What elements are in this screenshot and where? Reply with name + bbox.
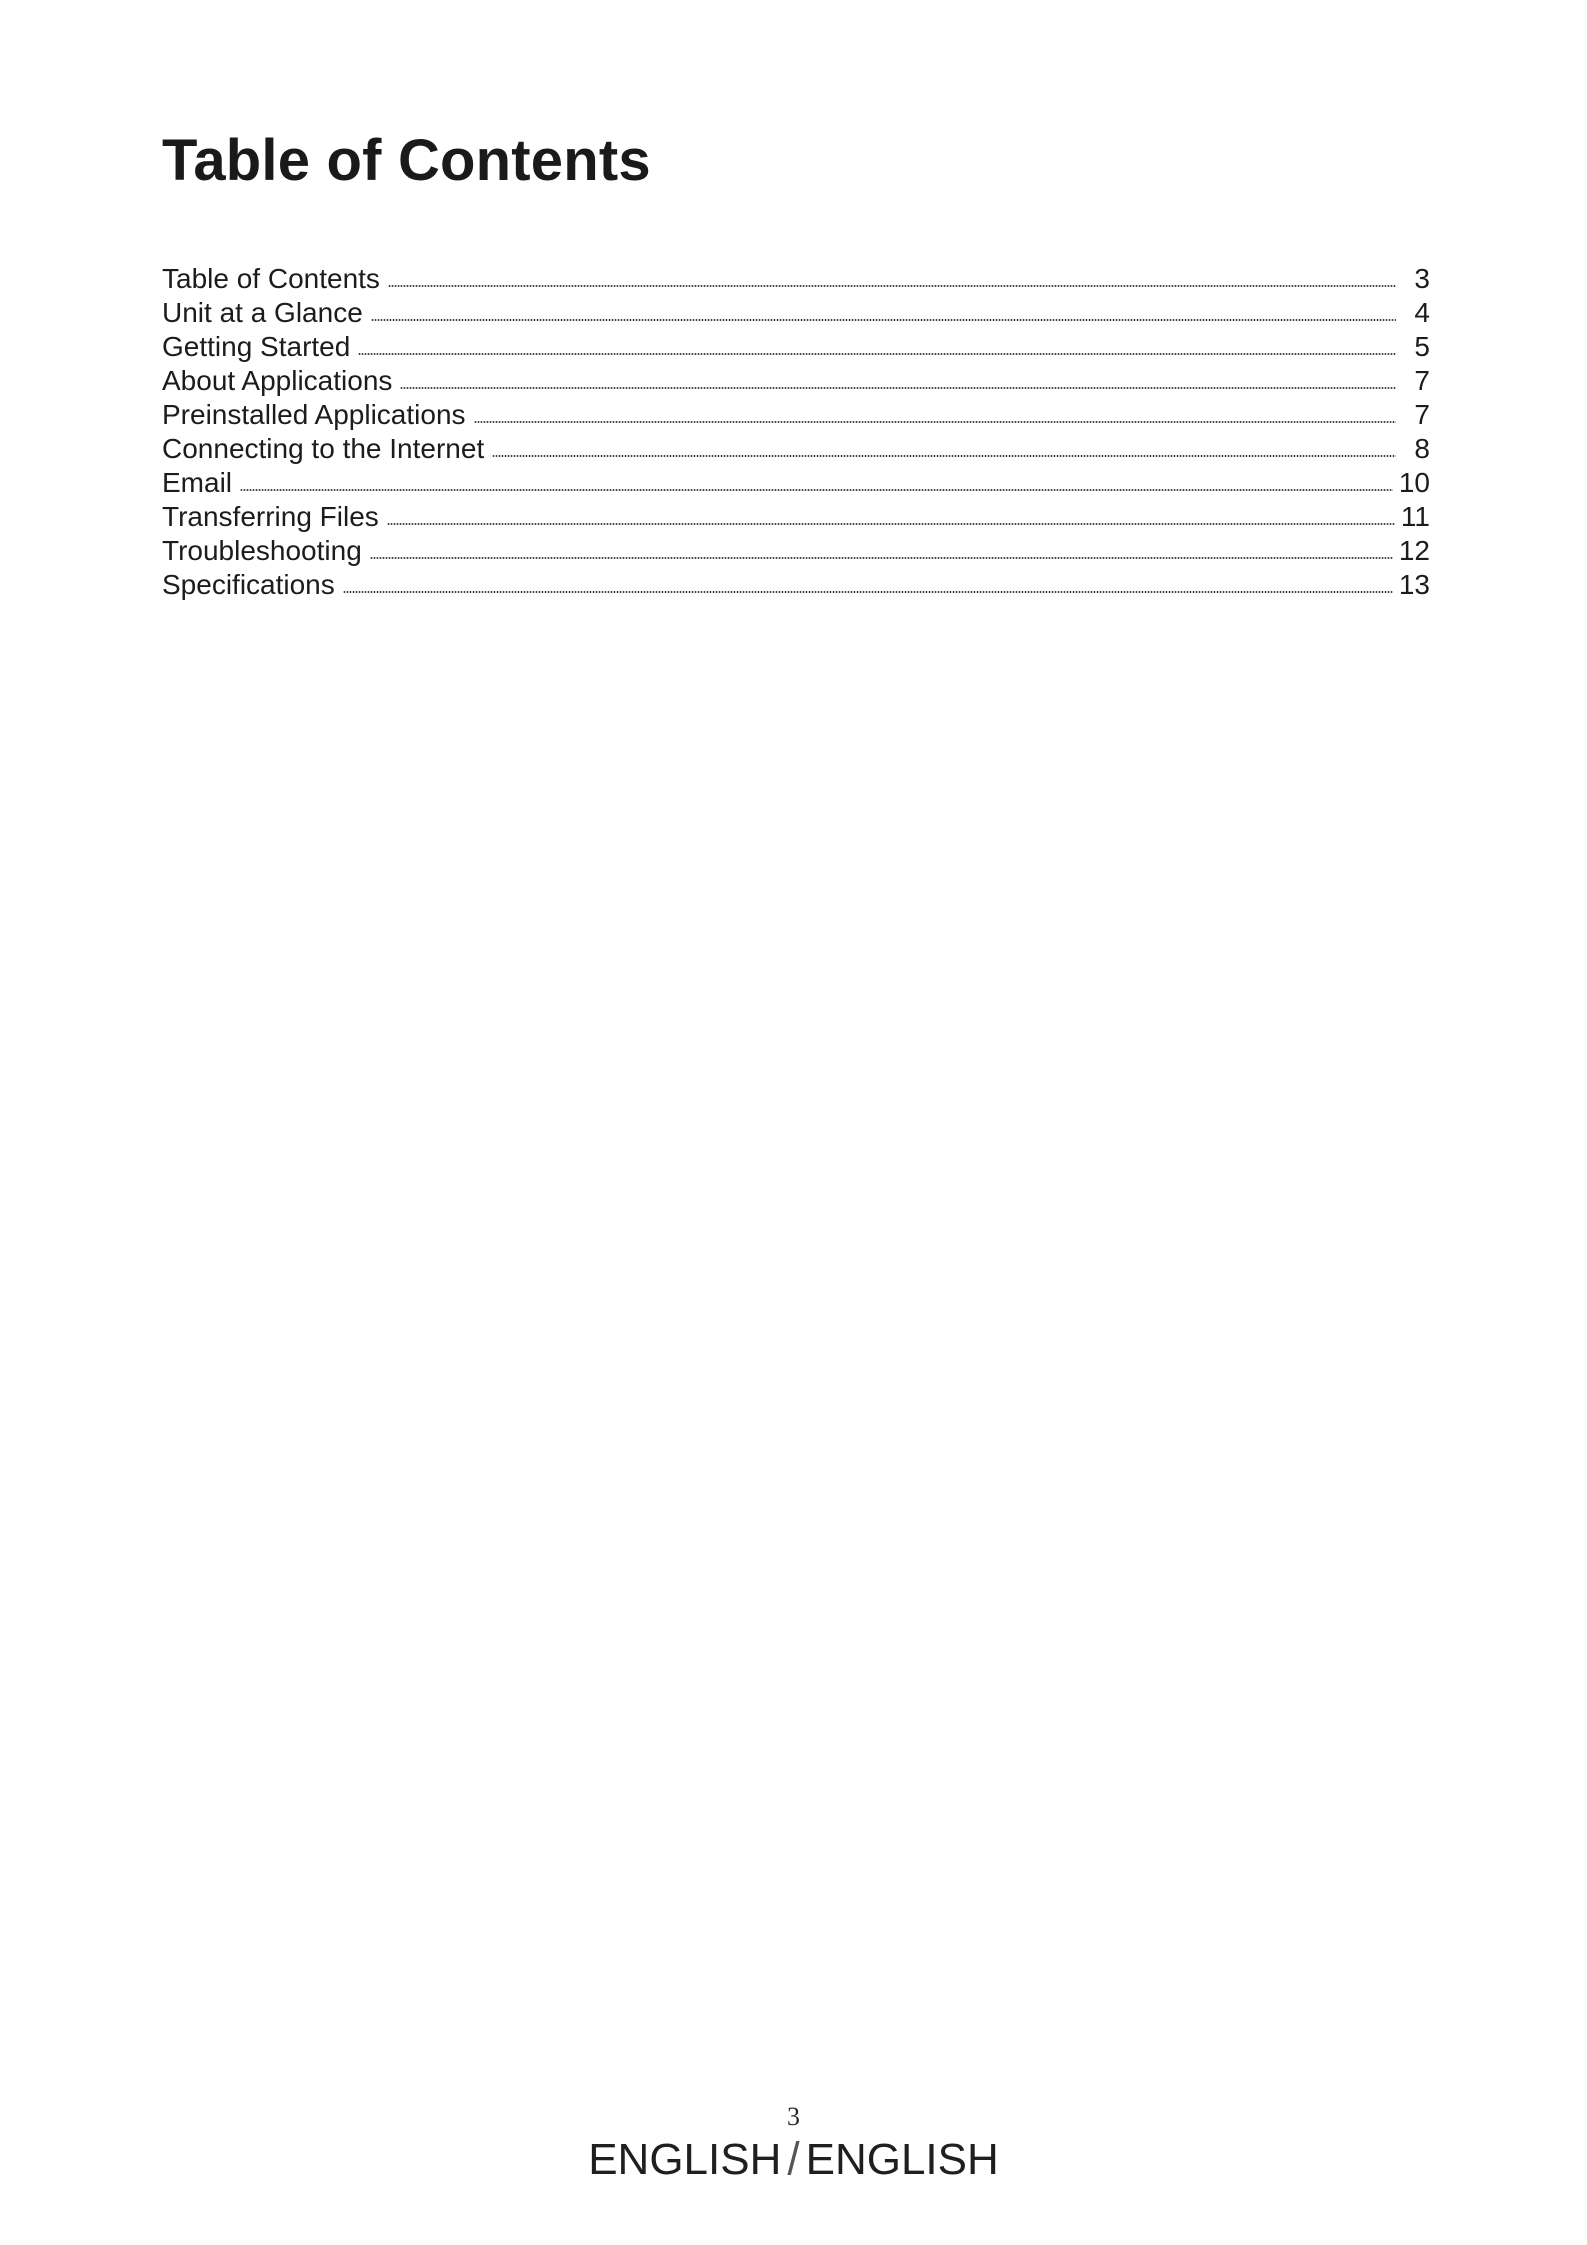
toc-entry-transferring-files[interactable] — [162, 500, 1430, 534]
toc-entry-page: 7 — [1414, 399, 1430, 430]
toc-entry-label: Troubleshooting — [162, 535, 362, 566]
language-label — [0, 2133, 1587, 2186]
toc-entry-page: 13 — [1398, 569, 1430, 600]
dot-leader — [370, 557, 1393, 559]
toc-entry-label: Connecting to the Internet — [162, 433, 485, 464]
page-title: Table of Contents — [162, 128, 651, 193]
toc-entry-label: Transferring Files — [162, 501, 379, 532]
language-right: ENGLISH — [805, 2135, 999, 2184]
toc-entry-email[interactable] — [162, 466, 1430, 500]
toc-entry-page: 3 — [1414, 263, 1430, 294]
toc-entry-page: 5 — [1414, 331, 1430, 362]
toc-entry-label: Email — [162, 467, 233, 498]
toc-entry-label: About Applications — [162, 365, 393, 396]
toc-entry-page: 4 — [1414, 297, 1430, 328]
dot-leader — [387, 523, 1395, 525]
dot-leader — [358, 353, 1396, 355]
language-separator: / — [787, 2133, 800, 2186]
toc-entry-unit-at-a-glance[interactable] — [162, 296, 1430, 330]
language-left: ENGLISH — [588, 2135, 782, 2184]
toc-entry-specifications[interactable] — [162, 568, 1430, 602]
table-of-contents — [162, 262, 1430, 602]
toc-entry-connecting-to-the-internet[interactable] — [162, 432, 1430, 466]
toc-entry-label: Specifications — [162, 569, 335, 600]
toc-entry-label: Table of Contents — [162, 263, 380, 294]
toc-entry-table-of-contents[interactable] — [162, 262, 1430, 296]
toc-entry-troubleshooting[interactable] — [162, 534, 1430, 568]
dot-leader — [400, 387, 1396, 389]
page-footer — [0, 2102, 1587, 2186]
toc-entry-label: Getting Started — [162, 331, 351, 362]
toc-entry-page: 11 — [1400, 501, 1430, 532]
dot-leader — [492, 455, 1396, 457]
dot-leader — [240, 489, 1393, 491]
dot-leader — [371, 319, 1396, 321]
toc-entry-label: Preinstalled Applications — [162, 399, 466, 430]
toc-entry-page: 12 — [1398, 535, 1430, 566]
dot-leader — [343, 591, 1393, 593]
toc-entry-label: Unit at a Glance — [162, 297, 363, 328]
toc-entry-page: 8 — [1414, 433, 1430, 464]
page-number: 3 — [787, 2102, 800, 2131]
dot-leader — [388, 285, 1396, 287]
toc-entry-getting-started[interactable] — [162, 330, 1430, 364]
toc-entry-preinstalled-applications[interactable] — [162, 398, 1430, 432]
toc-entry-page: 10 — [1398, 467, 1430, 498]
toc-entry-page: 7 — [1414, 365, 1430, 396]
toc-entry-about-applications[interactable] — [162, 364, 1430, 398]
dot-leader — [474, 421, 1396, 423]
